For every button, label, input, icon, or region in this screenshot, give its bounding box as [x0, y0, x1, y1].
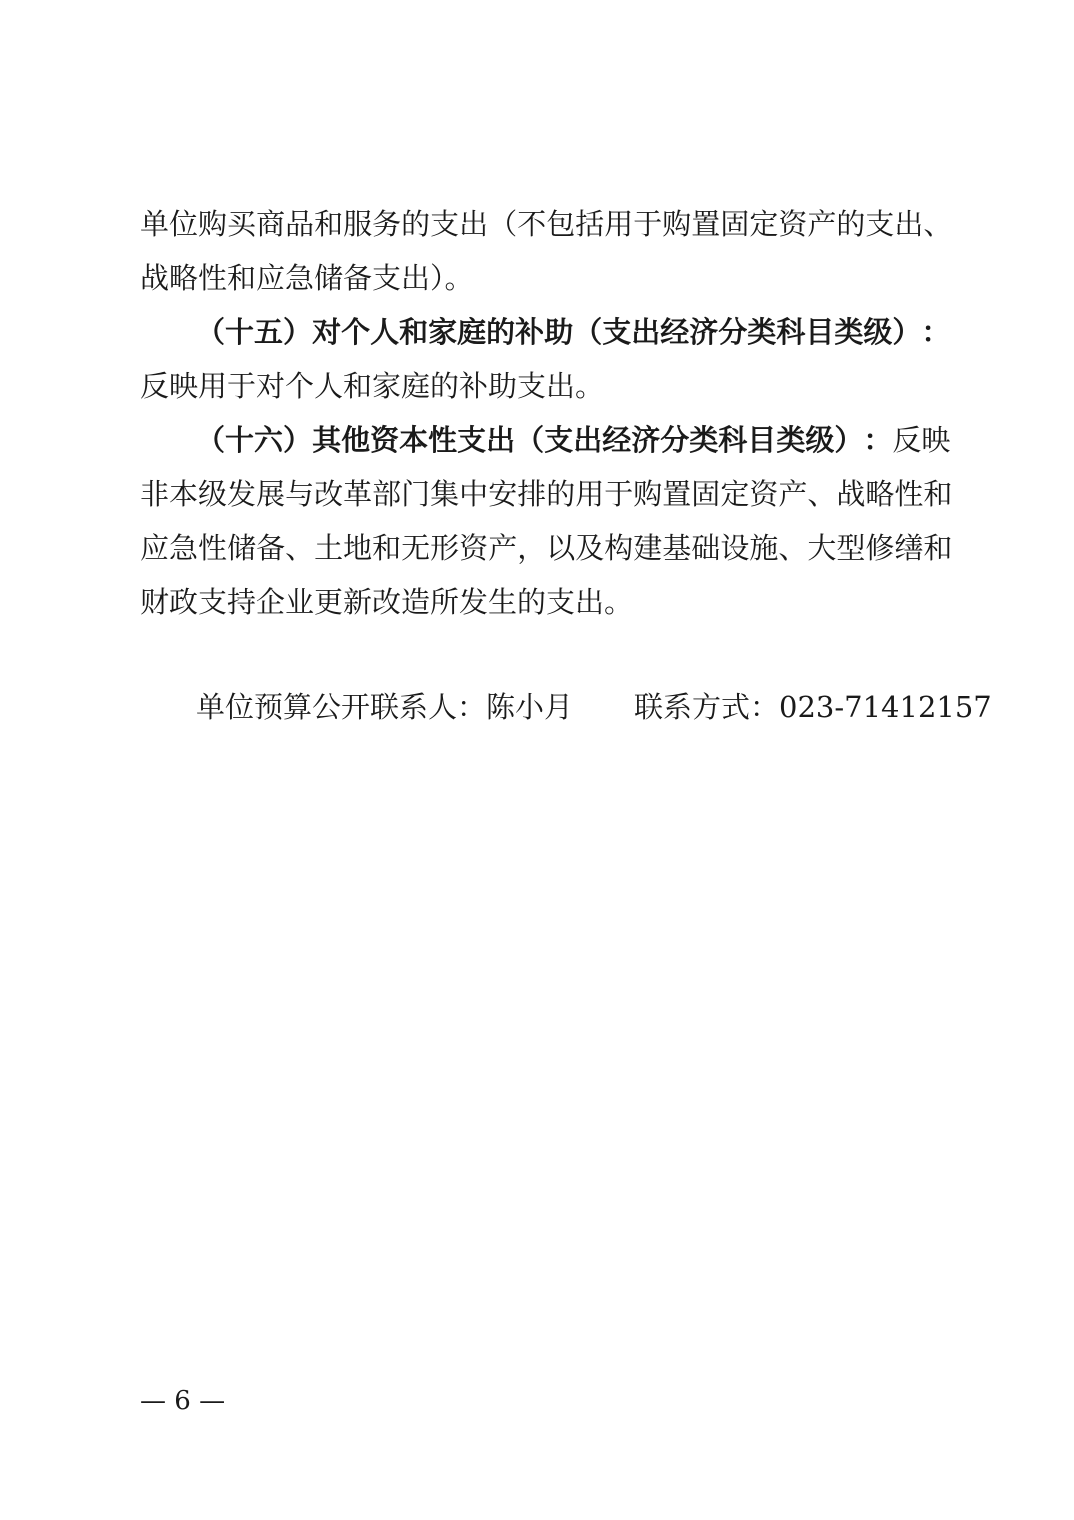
paragraph-line [140, 474, 953, 514]
page-number [140, 1384, 225, 1418]
paragraph-line [140, 582, 633, 622]
contact-person [196, 687, 573, 727]
paragraph-line-text: 单 位 购 买 商 品 和 服 务 的 支 出 （ 不 包 括 用 于 购 置 固 定 资 产 的 支 出 、 [140, 207, 953, 241]
paragraph-line-text: 反映用于对个人和家庭的补助支出。 [140, 369, 605, 403]
contact-person-text: 单位预算公开联系人：陈小月 [196, 690, 574, 724]
paragraph-line-text: 应 急 性 储 备 、 土 地 和 无 形 资 产 ， 以 及 构 建 基 础 设 施 、 大 型 修 缮 和 [140, 531, 953, 565]
paragraph-line-text: （ 十 六 ） 其 他 资 本 性 支 出 （ 支 出 经 济 分 类 科 目 类 级 ） ： 反 映 [196, 423, 951, 457]
contact-phone-text: 联系方式：023-71412157 [634, 690, 992, 724]
item-16-heading-line [196, 420, 951, 460]
paragraph-line-text: 非 本 级 发 展 与 改 革 部 门 集 中 安 排 的 用 于 购 置 固 定 资 产 、 战 略 性 和 [140, 477, 953, 511]
paragraph-line-text: 财政支持企业更新改造所发生的支出。 [140, 585, 634, 619]
page-number-text: — 6 — [140, 1386, 226, 1416]
paragraph-line [140, 204, 953, 244]
item-15-heading-text: （ 十 五 ） 对 个 人 和 家 庭 的 补 助 （ 支 出 经 济 分 类 科 目 类 级 ） ： [196, 315, 951, 349]
paragraph-line [140, 528, 953, 568]
paragraph-line [140, 258, 474, 298]
paragraph-line [140, 366, 604, 406]
paragraph-line-text: 战略性和应急储备支出）。 [140, 261, 474, 295]
contact-phone [634, 687, 992, 727]
item-15-heading [196, 312, 951, 352]
